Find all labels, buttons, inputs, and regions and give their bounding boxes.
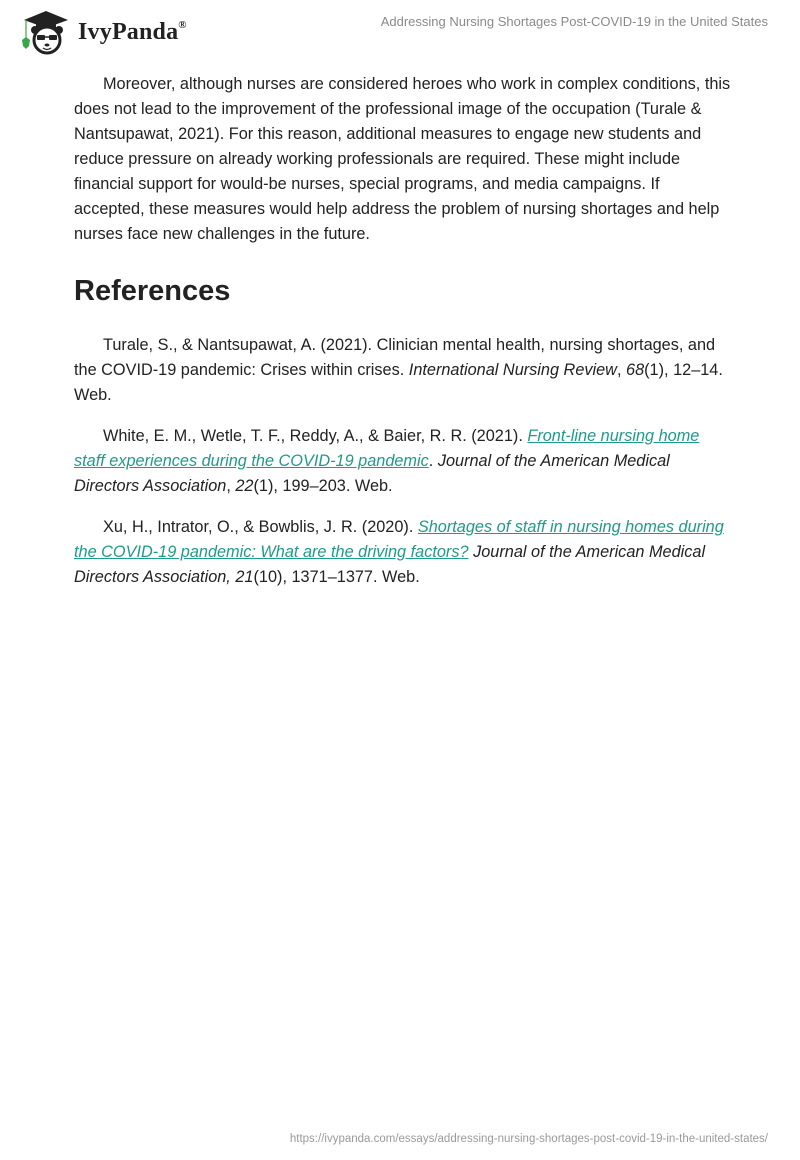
brand-name: IvyPanda® bbox=[78, 18, 187, 45]
document-title: Addressing Nursing Shortages Post-COVID-19 in the United States bbox=[380, 14, 768, 29]
page-header bbox=[0, 0, 800, 60]
panda-graduate-icon bbox=[16, 8, 72, 56]
reference-link[interactable]: Shortages of staff in nursing homes during the COVID-19 pandemic: What are the driving factors? bbox=[74, 518, 724, 561]
reference-item: Xu, H., Intrator, O., & Bowblis, J. R. (2020). Shortages of staff in nursing homes during the COVID-19 pandemic: What are the driving factors? Journal of the American Medical Directors Association, 21(10), 1371–1377. Web. bbox=[74, 518, 724, 586]
ivypanda-logo[interactable] bbox=[16, 8, 187, 56]
reference-item: Turale, S., & Nantsupawat, A. (2021). Clinician mental health, nursing shortages, and the COVID-19 pandemic: Crises within crises. International Nursing Review, 68(1), 12–14. Web. bbox=[74, 336, 723, 404]
references-heading: References bbox=[74, 275, 231, 307]
body-paragraph: Moreover, although nurses are considered heroes who work in complex conditions, this does not lead to the improvement of the professional image of the occupation (Turale & Nantsupawat, 2021). For this reason, additional measures to engage new students and reduce pressure on already working professionals are required. These might include financial support for would-be nurses, special programs, and media campaigns. If accepted, these measures would help address the problem of nursing shortages and help nurses face new challenges in the future. bbox=[74, 75, 731, 243]
source-url[interactable]: https://ivypanda.com/essays/addressing-nursing-shortages-post-covid-19-in-the-united-states/ bbox=[289, 1133, 768, 1145]
document-body bbox=[74, 72, 734, 590]
reference-link[interactable]: Front-line nursing home staff experiences during the COVID-19 pandemic bbox=[74, 427, 700, 470]
reference-item: White, E. M., Wetle, T. F., Reddy, A., & Baier, R. R. (2021). Front-line nursing home staff experiences during the COVID-19 pandemic. Journal of the American Medical Directors Association, 22(1), 199–203. Web. bbox=[74, 427, 700, 495]
